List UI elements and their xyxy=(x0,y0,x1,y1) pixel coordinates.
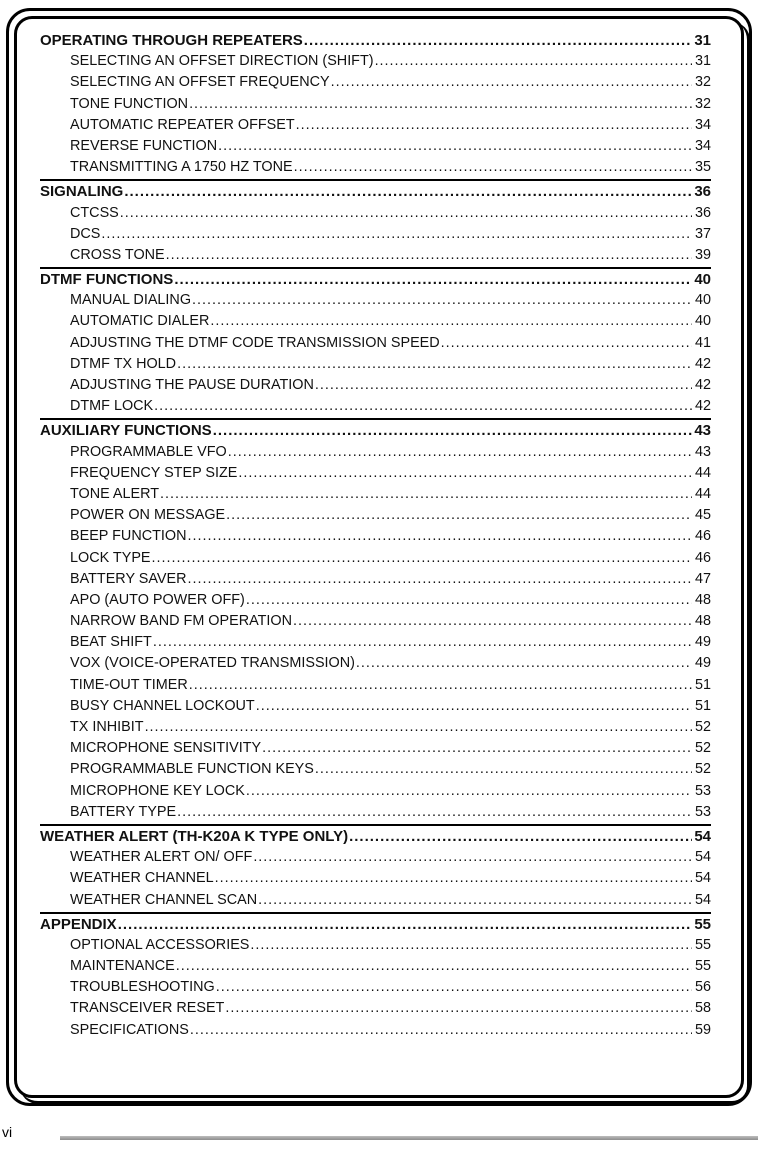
toc-entry-page: 55 xyxy=(694,958,711,975)
toc-entry-page: 48 xyxy=(694,613,711,630)
toc-entry[interactable] xyxy=(40,526,711,547)
toc-entry-title: CTCSS xyxy=(70,204,119,221)
dot-leader xyxy=(190,1020,692,1041)
toc-entry-page: 55 xyxy=(694,936,711,953)
toc-entry[interactable] xyxy=(40,738,711,759)
toc-heading-page: 54 xyxy=(694,827,711,845)
toc-entry[interactable] xyxy=(40,653,711,674)
toc-heading-title: DTMF FUNCTIONS xyxy=(40,271,174,289)
toc-entry-title: LOCK TYPE xyxy=(70,549,151,566)
toc-entry-page: 52 xyxy=(694,719,711,735)
dot-leader xyxy=(262,738,692,759)
toc-entry-page: 58 xyxy=(694,1000,711,1017)
dot-leader xyxy=(246,590,692,611)
dot-leader xyxy=(225,998,692,1019)
dot-leader xyxy=(304,30,692,51)
toc-entry[interactable] xyxy=(40,311,711,332)
table-of-contents xyxy=(40,30,711,1042)
toc-heading-title: SIGNALING xyxy=(40,183,124,201)
toc-heading-page: 36 xyxy=(694,183,711,201)
dot-leader xyxy=(176,956,692,977)
toc-entry-page: 53 xyxy=(694,782,711,799)
dot-leader xyxy=(177,354,692,375)
dot-leader xyxy=(210,311,692,332)
dot-leader xyxy=(154,396,692,417)
toc-entry-page: 43 xyxy=(694,443,711,460)
dot-leader xyxy=(246,781,692,802)
toc-entry[interactable] xyxy=(40,759,711,780)
toc-entry[interactable] xyxy=(40,115,711,136)
toc-entry[interactable] xyxy=(40,375,711,396)
dot-leader xyxy=(256,696,692,717)
dot-leader xyxy=(228,442,692,463)
toc-entry-page: 39 xyxy=(694,246,711,263)
toc-entry-title: TRANSCEIVER RESET xyxy=(70,1000,225,1017)
toc-entry-title: AUTOMATIC DIALER xyxy=(70,313,210,330)
dot-leader xyxy=(441,333,692,354)
toc-entry-page: 42 xyxy=(694,377,711,393)
toc-entry-title: FREQUENCY STEP SIZE xyxy=(70,464,238,481)
toc-heading-title: AUXILIARY FUNCTIONS xyxy=(40,422,212,440)
toc-entry-title: MICROPHONE KEY LOCK xyxy=(70,782,245,799)
toc-entry-title: WEATHER CHANNEL SCAN xyxy=(70,891,258,908)
toc-entry[interactable] xyxy=(40,696,711,717)
dot-leader xyxy=(296,115,692,136)
toc-entry[interactable] xyxy=(40,442,711,463)
toc-entry-title: TRANSMITTING A 1750 HZ TONE xyxy=(70,159,293,176)
dot-leader xyxy=(250,935,692,956)
toc-entry[interactable] xyxy=(40,847,711,868)
toc-entry-page: 59 xyxy=(694,1021,711,1038)
dot-leader xyxy=(356,653,692,674)
toc-entry-page: 44 xyxy=(694,464,711,481)
toc-entry-title: WEATHER CHANNEL xyxy=(70,870,214,887)
toc-section-signaling xyxy=(40,181,711,269)
toc-entry[interactable] xyxy=(40,354,711,375)
toc-heading-title: WEATHER ALERT (TH-K20A K TYPE ONLY) xyxy=(40,827,349,845)
toc-entry-page: 31 xyxy=(694,53,711,70)
toc-entry-page: 54 xyxy=(694,891,711,908)
toc-heading[interactable] xyxy=(40,181,711,202)
toc-entry-page: 51 xyxy=(694,697,711,714)
toc-entry[interactable] xyxy=(40,998,711,1019)
toc-entry-title: TIME-OUT TIMER xyxy=(70,676,188,693)
dot-leader xyxy=(189,94,692,115)
toc-entry[interactable] xyxy=(40,590,711,611)
toc-entry-page: 46 xyxy=(694,549,711,566)
dot-leader xyxy=(315,759,692,780)
toc-heading[interactable] xyxy=(40,914,711,935)
dot-leader xyxy=(218,136,692,157)
toc-entry[interactable] xyxy=(40,463,711,484)
toc-entry[interactable] xyxy=(40,290,711,311)
toc-entry[interactable] xyxy=(40,675,711,696)
toc-heading-page: 40 xyxy=(694,271,711,289)
dot-leader xyxy=(174,269,692,290)
toc-entry[interactable] xyxy=(40,802,711,823)
toc-entry-title: BEEP FUNCTION xyxy=(70,528,187,545)
toc-heading[interactable] xyxy=(40,269,711,290)
toc-heading[interactable] xyxy=(40,826,711,847)
dot-leader xyxy=(215,868,692,889)
toc-entry-title: MICROPHONE SENSITIVITY xyxy=(70,740,262,757)
toc-heading[interactable] xyxy=(40,420,711,441)
dot-leader xyxy=(152,548,692,569)
dot-leader xyxy=(375,51,692,72)
toc-entry-page: 49 xyxy=(694,634,711,651)
toc-entry[interactable] xyxy=(40,632,711,653)
toc-entry[interactable] xyxy=(40,245,711,266)
toc-entry-page: 32 xyxy=(694,74,711,91)
toc-entry[interactable] xyxy=(40,781,711,802)
toc-entry-title: REVERSE FUNCTION xyxy=(70,137,218,154)
dot-leader xyxy=(293,611,692,632)
toc-entry-page: 35 xyxy=(694,159,711,176)
toc-entry-title: MANUAL DIALING xyxy=(70,292,192,309)
dot-leader xyxy=(101,224,692,245)
toc-entry-title: DTMF TX HOLD xyxy=(70,355,177,372)
dot-leader xyxy=(253,847,692,868)
toc-entry-title: APO (AUTO POWER OFF) xyxy=(70,591,245,608)
toc-section-weather-alert-th-k20a-k-type-only xyxy=(40,826,711,914)
toc-entry[interactable] xyxy=(40,72,711,93)
dot-leader xyxy=(153,632,692,653)
toc-entry-title: SPECIFICATIONS xyxy=(70,1021,189,1038)
toc-entry[interactable] xyxy=(40,136,711,157)
toc-entry-title: WEATHER ALERT ON/ OFF xyxy=(70,849,253,866)
toc-entry-title: SELECTING AN OFFSET FREQUENCY xyxy=(70,74,330,91)
toc-entry[interactable] xyxy=(40,505,711,526)
toc-entry-title: TX INHIBIT xyxy=(70,719,144,735)
toc-entry-title: PROGRAMMABLE VFO xyxy=(70,443,227,460)
toc-entry-page: 47 xyxy=(694,570,711,587)
toc-entry-title: TONE ALERT xyxy=(70,485,160,502)
toc-entry-page: 42 xyxy=(694,355,711,372)
toc-heading-page: 55 xyxy=(694,915,711,933)
toc-entry-title: SELECTING AN OFFSET DIRECTION (SHIFT) xyxy=(70,53,374,70)
toc-entry[interactable] xyxy=(40,717,711,738)
toc-entry-page: 49 xyxy=(694,655,711,672)
toc-entry[interactable] xyxy=(40,203,711,224)
dot-leader xyxy=(349,826,692,847)
toc-entry-page: 42 xyxy=(694,398,711,415)
toc-entry-title: ADJUSTING THE DTMF CODE TRANSMISSION SPEED xyxy=(70,334,440,351)
toc-entry[interactable] xyxy=(40,333,711,354)
toc-entry[interactable] xyxy=(40,956,711,977)
toc-entry-page: 40 xyxy=(694,292,711,309)
toc-section-appendix xyxy=(40,914,711,1042)
toc-entry[interactable] xyxy=(40,51,711,72)
toc-section-dtmf-functions xyxy=(40,269,711,420)
dot-leader xyxy=(120,203,692,224)
toc-entry-title: BEAT SHIFT xyxy=(70,634,152,651)
toc-entry[interactable] xyxy=(40,484,711,505)
toc-entry[interactable] xyxy=(40,224,711,245)
dot-leader xyxy=(213,420,692,441)
dot-leader xyxy=(177,802,692,823)
toc-entry[interactable] xyxy=(40,157,711,178)
dot-leader xyxy=(238,463,692,484)
toc-entry[interactable] xyxy=(40,569,711,590)
toc-entry-title: ADJUSTING THE PAUSE DURATION xyxy=(70,377,314,393)
toc-entry-title: DCS xyxy=(70,225,101,242)
toc-entry-page: 46 xyxy=(694,528,711,545)
toc-entry-title: BATTERY TYPE xyxy=(70,803,177,820)
toc-heading-page: 43 xyxy=(694,422,711,440)
toc-entry-page: 34 xyxy=(694,116,711,133)
toc-entry-page: 53 xyxy=(694,803,711,820)
toc-entry-page: 34 xyxy=(694,137,711,154)
toc-entry[interactable] xyxy=(40,548,711,569)
toc-entry-title: PROGRAMMABLE FUNCTION KEYS xyxy=(70,761,314,778)
toc-entry-title: TONE FUNCTION xyxy=(70,95,189,112)
toc-section-operating-through-repeaters xyxy=(40,30,711,181)
dot-leader xyxy=(166,245,692,266)
toc-entry-page: 32 xyxy=(694,95,711,112)
toc-entry[interactable] xyxy=(40,977,711,998)
toc-entry-title: TROUBLESHOOTING xyxy=(70,979,215,996)
toc-entry-title: MAINTENANCE xyxy=(70,958,175,975)
toc-entry-title: CROSS TONE xyxy=(70,246,165,263)
dot-leader xyxy=(188,569,693,590)
toc-entry-page: 37 xyxy=(694,225,711,242)
toc-section-auxiliary-functions xyxy=(40,420,711,826)
toc-entry-title: POWER ON MESSAGE xyxy=(70,507,226,524)
toc-entry-page: 56 xyxy=(694,979,711,996)
dot-leader xyxy=(145,717,692,738)
toc-entry-title: NARROW BAND FM OPERATION xyxy=(70,613,292,630)
toc-entry-page: 54 xyxy=(694,870,711,887)
toc-entry-title: BUSY CHANNEL LOCKOUT xyxy=(70,697,255,714)
dot-leader xyxy=(124,181,692,202)
dot-leader xyxy=(189,675,692,696)
toc-entry-title: AUTOMATIC REPEATER OFFSET xyxy=(70,116,295,133)
toc-entry-page: 54 xyxy=(694,849,711,866)
dot-leader xyxy=(160,484,692,505)
toc-entry-title: VOX (VOICE-OPERATED TRANSMISSION) xyxy=(70,655,355,672)
dot-leader xyxy=(216,977,692,998)
dot-leader xyxy=(187,526,692,547)
dot-leader xyxy=(226,505,692,526)
toc-entry-title: DTMF LOCK xyxy=(70,398,154,415)
toc-entry[interactable] xyxy=(40,1020,711,1041)
toc-entry-page: 52 xyxy=(694,740,711,757)
toc-entry[interactable] xyxy=(40,868,711,889)
toc-entry-page: 51 xyxy=(694,676,711,693)
dot-leader xyxy=(331,72,692,93)
toc-entry-page: 45 xyxy=(694,507,711,524)
toc-heading-title: OPERATING THROUGH REPEATERS xyxy=(40,32,303,49)
dot-leader xyxy=(258,890,692,911)
toc-entry-title: OPTIONAL ACCESSORIES xyxy=(70,936,250,953)
toc-entry[interactable] xyxy=(40,935,711,956)
page-number: vi xyxy=(2,1124,13,1140)
toc-entry[interactable] xyxy=(40,611,711,632)
dot-leader xyxy=(315,375,692,396)
toc-heading-title: APPENDIX xyxy=(40,915,117,933)
toc-entry-page: 48 xyxy=(694,591,711,608)
toc-entry-title: BATTERY SAVER xyxy=(70,570,187,587)
toc-entry[interactable] xyxy=(40,94,711,115)
toc-entry-page: 41 xyxy=(694,334,711,351)
toc-heading-page: 31 xyxy=(694,32,711,49)
toc-entry-page: 36 xyxy=(694,204,711,221)
toc-entry-page: 40 xyxy=(694,313,711,330)
toc-entry-page: 52 xyxy=(694,761,711,778)
dot-leader xyxy=(294,157,692,178)
toc-heading[interactable] xyxy=(40,30,711,51)
footer-rule xyxy=(60,1136,758,1140)
toc-entry[interactable] xyxy=(40,396,711,417)
toc-entry[interactable] xyxy=(40,890,711,911)
dot-leader xyxy=(192,290,692,311)
dot-leader xyxy=(118,914,692,935)
toc-entry-page: 44 xyxy=(694,485,711,502)
